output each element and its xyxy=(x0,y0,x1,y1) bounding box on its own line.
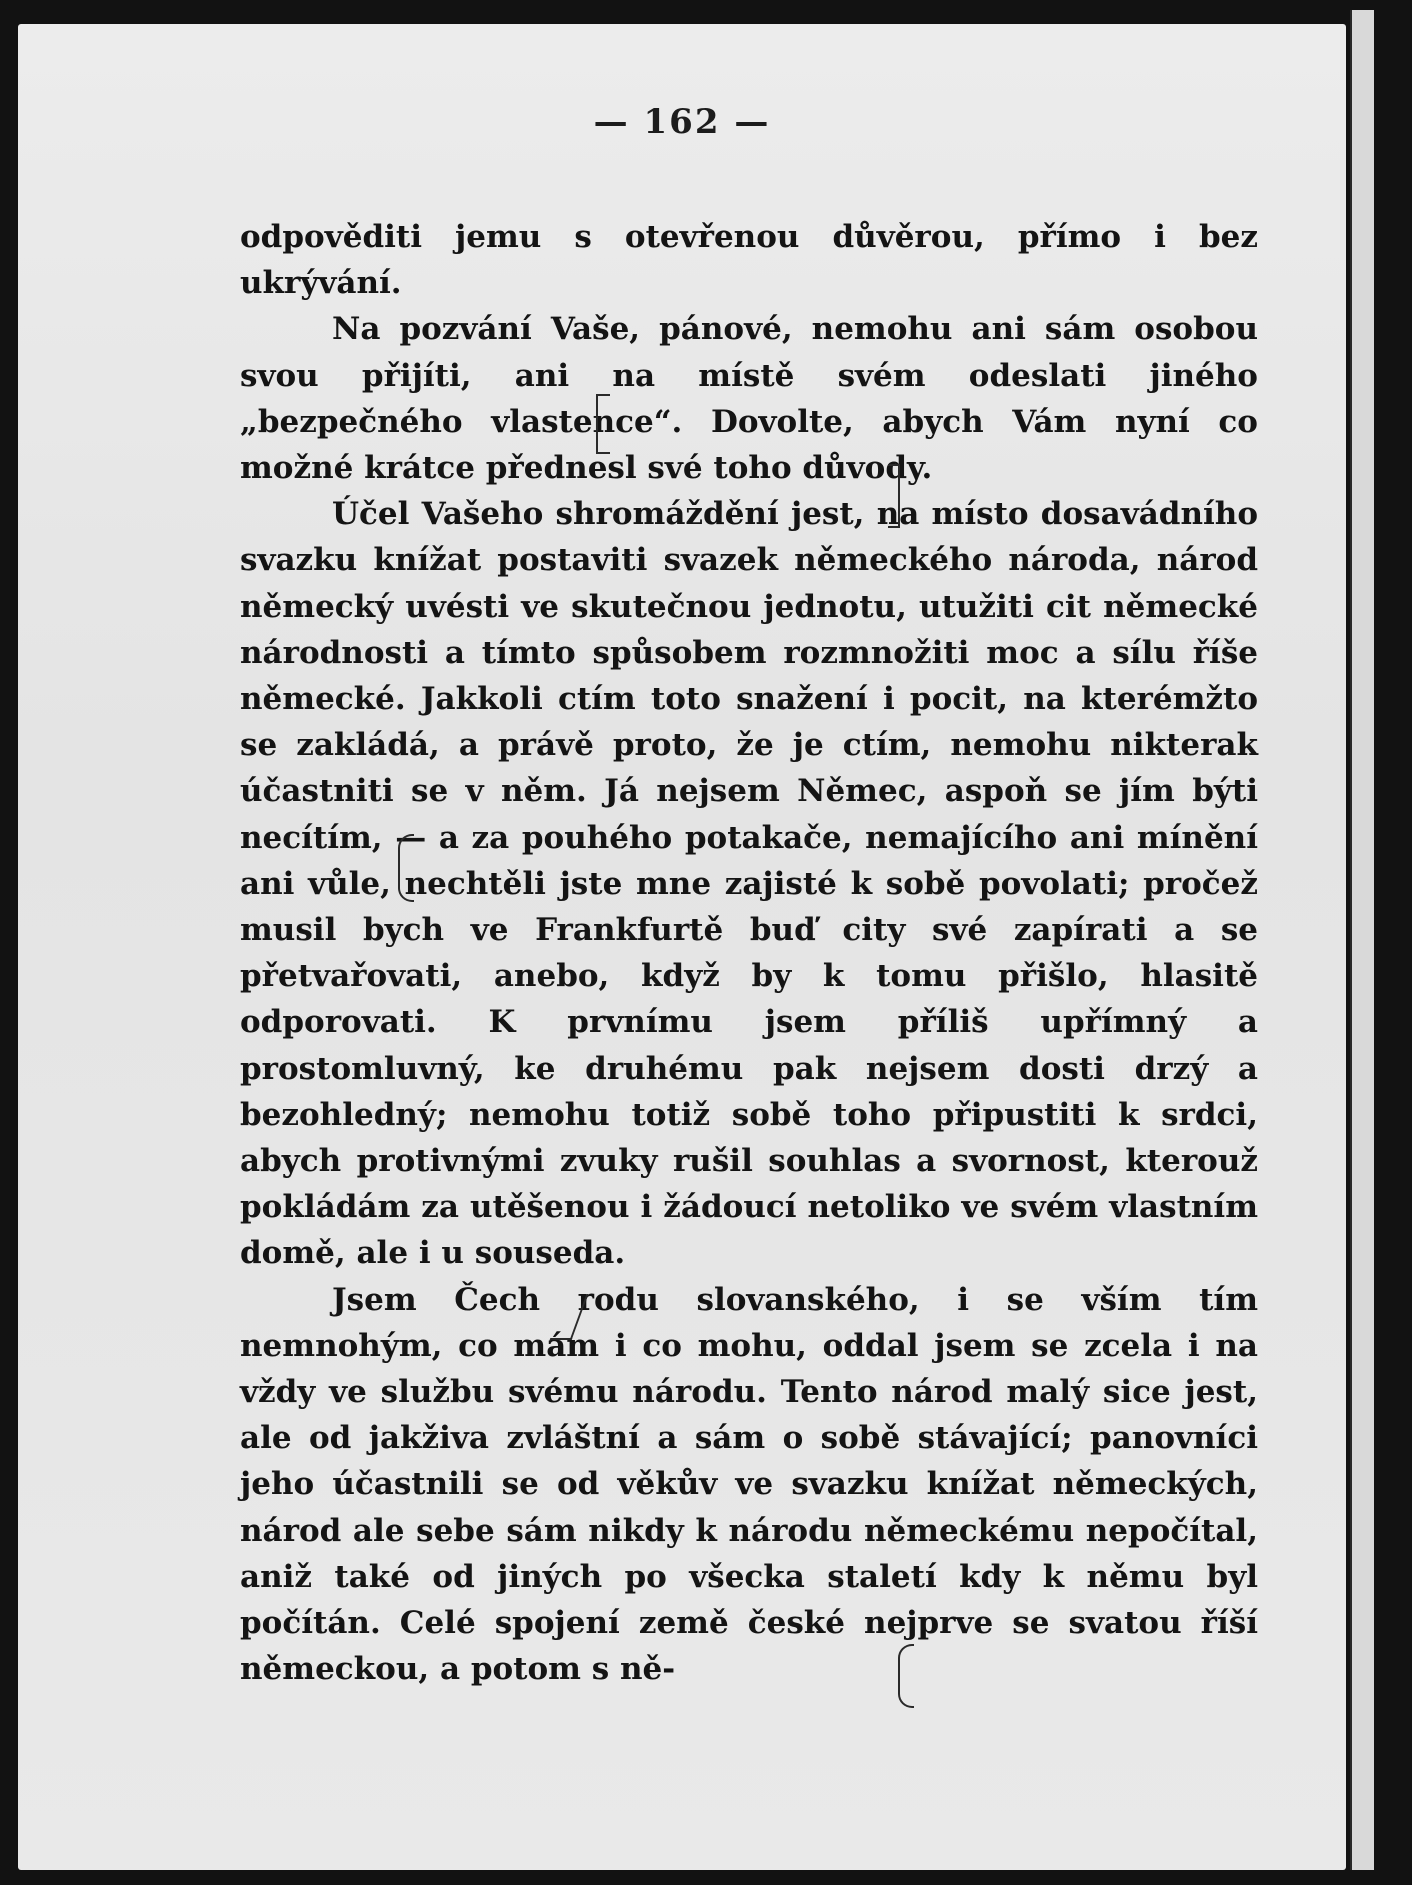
body-text xyxy=(240,214,1258,1693)
pencil-bracket-mark xyxy=(898,1644,914,1708)
pencil-bracket-mark xyxy=(888,464,900,528)
pencil-bracket-mark xyxy=(596,394,610,454)
page-number: — 162 — xyxy=(593,102,771,142)
book-page xyxy=(18,24,1346,1870)
paragraph-2: Na pozvání Vaše, pánové, nemohu ani sám osobou svou přijíti, ani na místě svém odeslati jiného „bezpečného vlastence“. Dovolte, abych Vám nyní co možné krátce přednesl své toho důvody. xyxy=(240,311,1258,487)
pencil-bracket-mark xyxy=(398,834,414,902)
paragraph-4: Jsem Čech rodu slovanského, i se vším tím nemnohým, co mám i co mohu, oddal jsem se zcela i na vždy ve službu svému národu. Tento národ malý sice jest, ale od jakživa zvláštní a sám o sobě stávající; panovníci jeho účastnili se od věkův ve svazku knížat německých, národ ale sebe sám nikdy k národu německému nepočítal, aniž také od jiných po všecka staletí kdy k němu byl počítán. Celé spojení země české nejprve se svatou říší německou, a potom s ně- xyxy=(240,1281,1258,1688)
page-edge xyxy=(1350,10,1374,1870)
paragraph-3: Účel Vašeho shromáždění jest, na místo dosavádního svazku knížat postaviti svazek německého národa, národ německý uvésti ve skutečnou jednotu, utužiti cit německé národnosti a tímto spůsobem rozmnožiti moc a sílu říše německé. Jakkoli ctím toto snažení i pocit, na kterémžto se zakládá, a právě proto, že je ctím, nemohu nikterak účastniti se v něm. Já nejsem Němec, aspoň se jím býti necítím, — a za pouhého potakače, nemajícího ani mínění ani vůle, nechtěli jste mne zajisté k sobě povolati; pročež musil bych ve Frankfurtě buď city své zapírati a se přetvařovati, anebo, když by k tomu přišlo, hlasitě odporovati. K prvnímu jsem příliš upřímný a prostomluvný, ke druhému pak nejsem dosti drzý a bezohledný; nemohu totiž sobě toho připustiti k srdci, abych protivnými zvuky rušil souhlas a svornost, kterouž pokládám za utěšenou i žádoucí netoliko ve svém vlastním domě, ale i u souseda. xyxy=(240,496,1258,1272)
paragraph-1: odpověditi jemu s otevřenou důvěrou, přímo i bez ukrývání. xyxy=(240,219,1258,302)
